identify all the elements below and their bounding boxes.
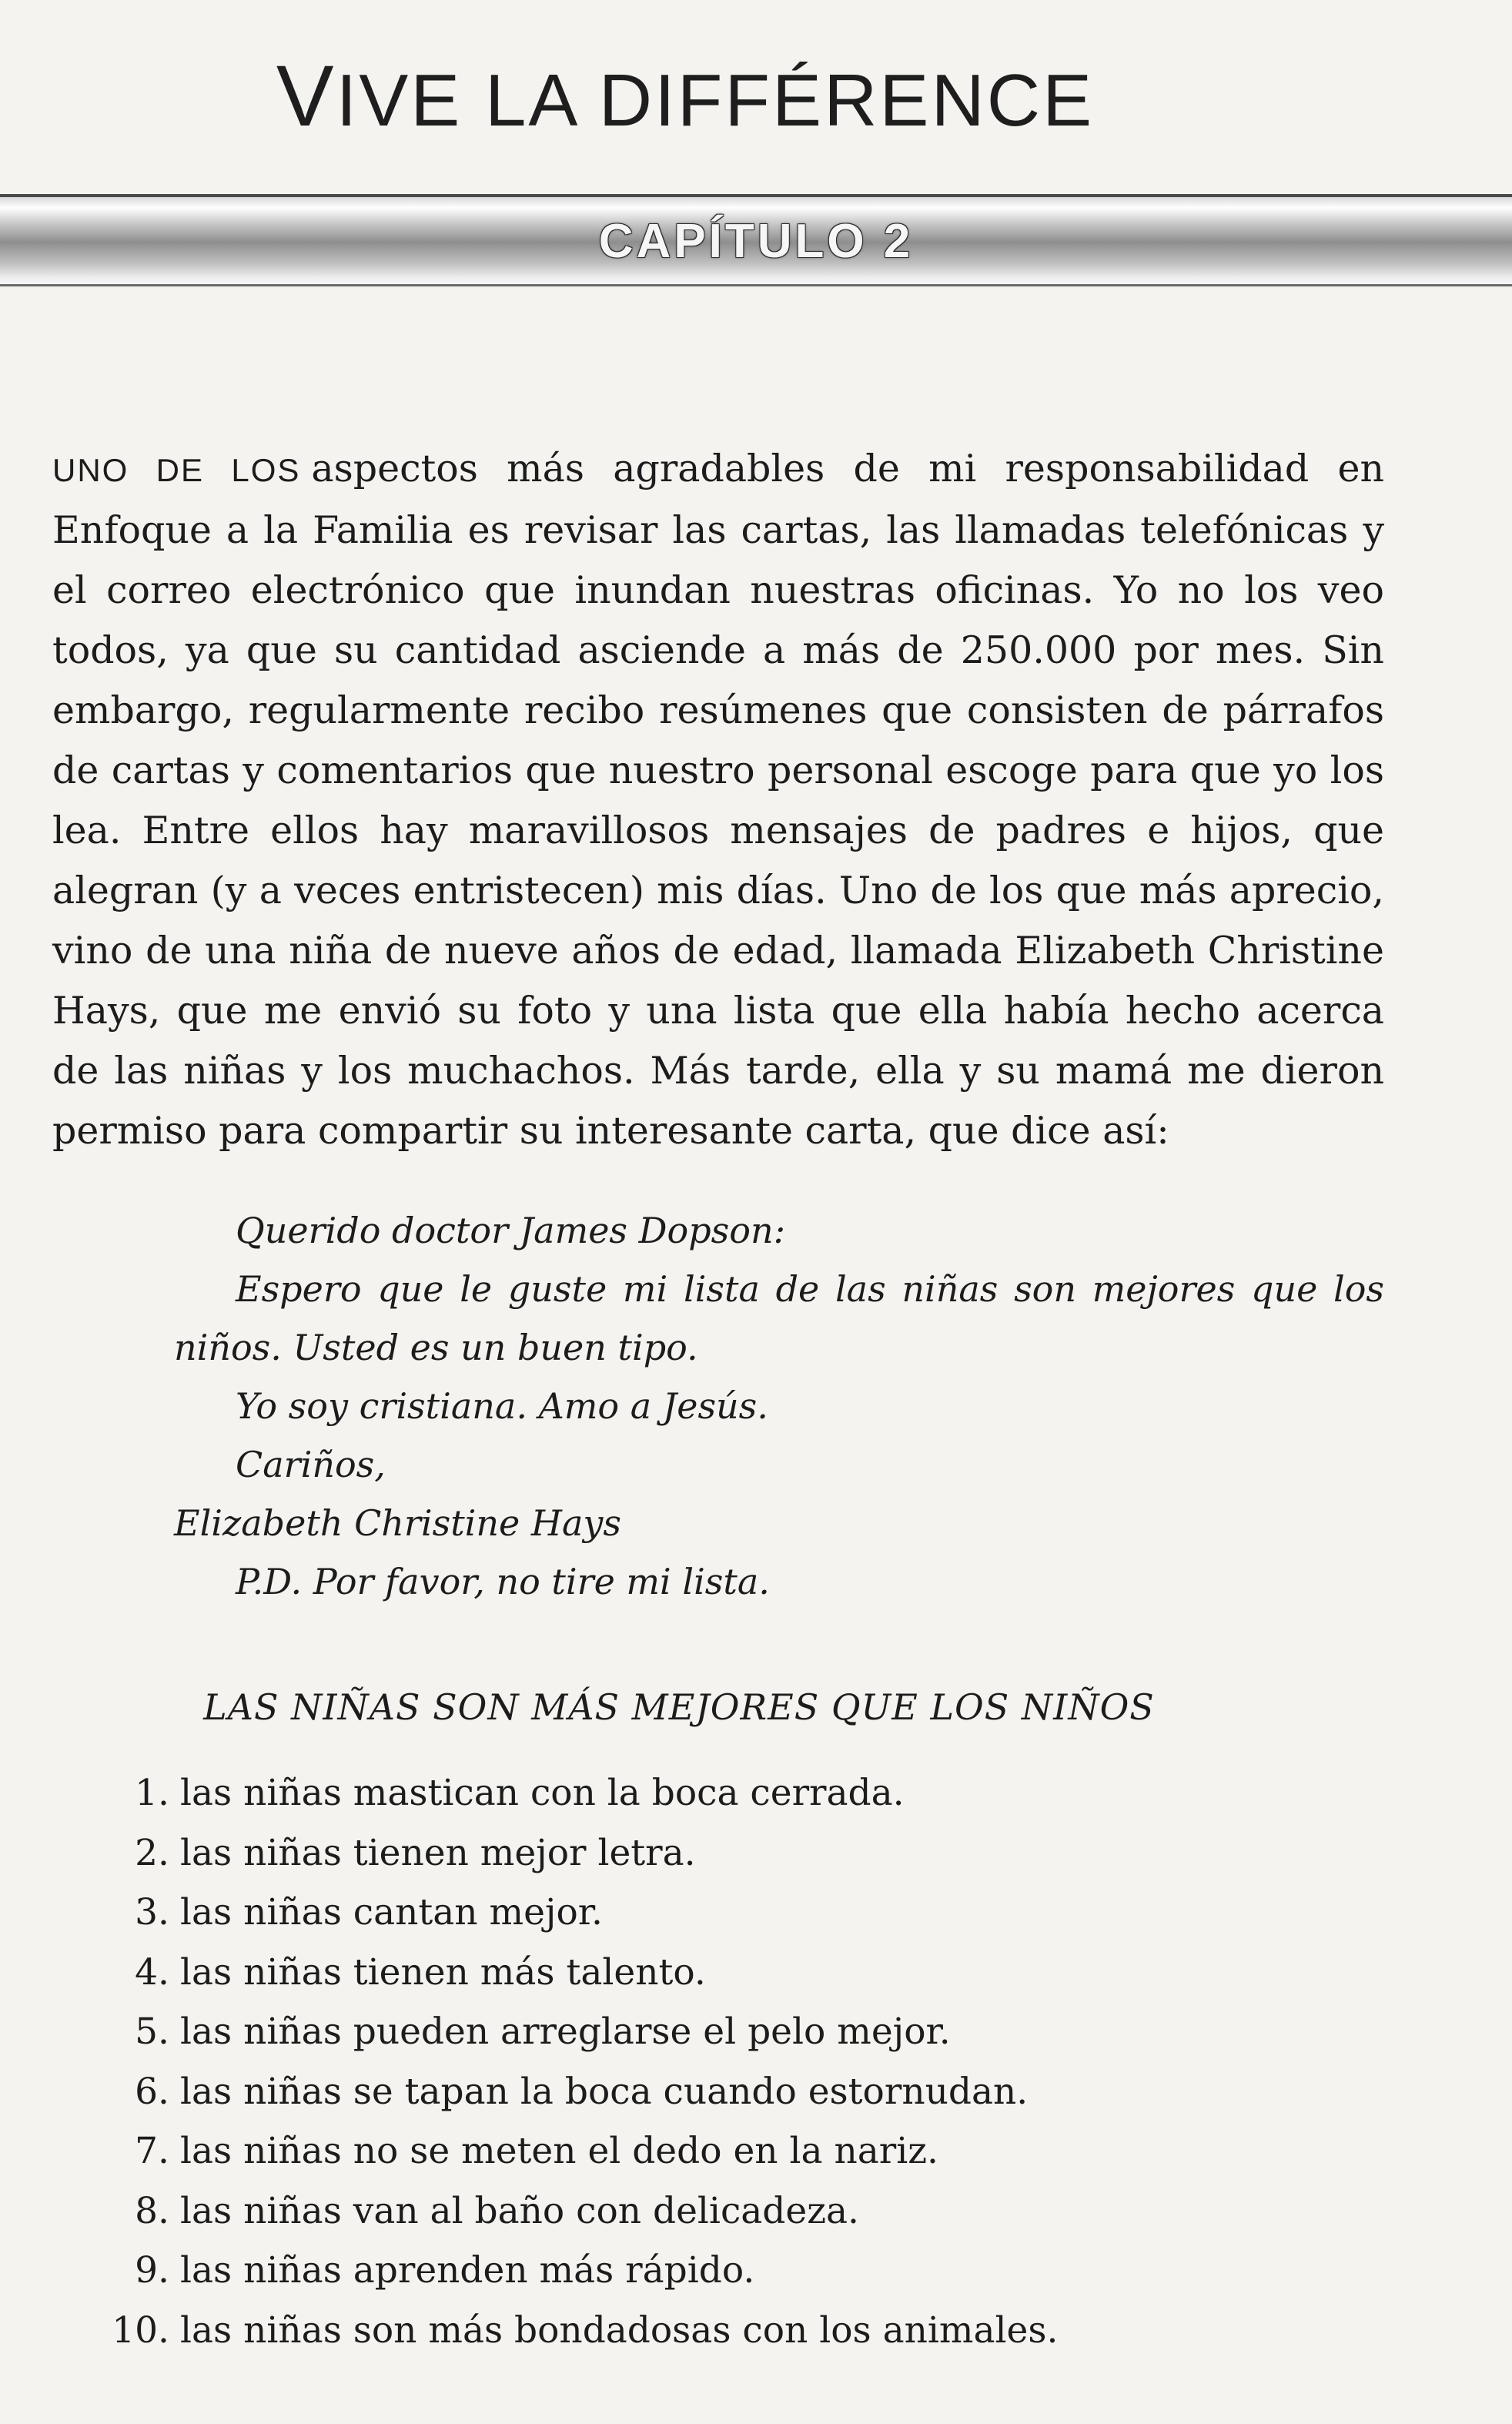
list-item-text: las niñas se tapan la boca cuando estornudan. (180, 2070, 1029, 2113)
list-item-text: las niñas van al baño con delicadeza. (180, 2189, 859, 2232)
list-item-number: 1. (135, 1772, 169, 1814)
title-rest: IVE LA DIFFÉRENCE (336, 59, 1095, 142)
lead-in-smallcaps: UNO DE LOS (52, 452, 301, 488)
list-item-text: las niñas tienen mejor letra. (180, 1831, 696, 1874)
list-item-text: las niñas pueden arreglarse el pelo mejor. (180, 2011, 951, 2053)
list-item (108, 2002, 1340, 2062)
letter-body: Espero que le guste mi lista de las niñas son mejores que los niños. Usted es un buen tipo. (174, 1268, 1384, 1368)
list-item-text: las niñas no se meten el dedo en la nariz. (180, 2130, 938, 2172)
list-item-number: 5. (135, 2011, 169, 2053)
list-item (108, 2301, 1340, 2361)
letter-salutation: Querido doctor James Dopson: (236, 1210, 786, 1251)
letter-line-faith: Yo soy cristiana. Amo a Jesús. (236, 1385, 768, 1427)
list-item-number: 9. (135, 2249, 169, 2292)
list-item-number: 10. (112, 2308, 169, 2352)
chapter-label: CAPÍTULO 2 (598, 215, 914, 268)
list-item-text: las niñas cantan mejor. (180, 1891, 603, 1934)
list-item-number: 2. (135, 1831, 169, 1874)
list-item (108, 2241, 1340, 2301)
list-item (108, 1943, 1340, 2003)
list-item-text: las niñas tienen más talento. (180, 1950, 706, 1994)
letter-signature: Elizabeth Christine Hays (174, 1502, 621, 1544)
list-item-number: 8. (135, 2189, 169, 2232)
list-heading: LAS NIÑAS SON MÁS MEJORES QUE LOS NIÑOS (203, 1686, 1155, 1728)
list-item (108, 2181, 1340, 2242)
paragraph-text: aspectos más agradables de mi responsabilidad en Enfoque a la Familia es revisar las cartas, las llamadas telefónicas y el correo electrónico que inundan nuestras oficinas. Yo no los veo todos, ya que su cantidad asciende a más de 250.000 por mes. Sin embargo, regularmente recibo resúmenes que consisten de párrafos de cartas y comentarios que nuestro personal escoge para que yo los lea. Entre ellos hay maravillosos mensajes de padres e hijos, que alegran (y a veces entristecen) mis días. Uno de los que más aprecio, vino de una niña de nueve años de edad, llamada Elizabeth Christine Hays, que me envió su foto y una lista que ella había hecho acerca de las niñas y los muchachos. Más tarde, ella y su mamá me dieron permiso para compartir su interesante carta, que dice así: (52, 447, 1384, 1153)
list-item (108, 1763, 1340, 1823)
letter-closing: Cariños, (236, 1444, 386, 1485)
intro-paragraph (52, 439, 1384, 1161)
numbered-list (108, 1763, 1340, 2360)
title-initial: V (276, 48, 336, 144)
quoted-letter (52, 1201, 1384, 1611)
list-item-number: 4. (135, 1950, 169, 1994)
letter-postscript: P.D. Por favor, no tire mi lista. (236, 1561, 770, 1602)
list-item-number: 7. (135, 2130, 169, 2172)
list-item-text: las niñas mastican con la boca cerrada. (180, 1772, 905, 1814)
list-item-number: 6. (135, 2070, 169, 2113)
list-item (108, 1823, 1340, 1883)
list-item (108, 2062, 1340, 2122)
list-item (108, 2121, 1340, 2181)
chapter-banner (0, 194, 1512, 286)
list-item (108, 1883, 1340, 1943)
page-title (0, 46, 1370, 146)
list-item-number: 3. (135, 1891, 169, 1934)
list-item-text: las niñas aprenden más rápido. (180, 2249, 755, 2292)
list-item-text: las niñas son más bondadosas con los animales. (180, 2308, 1059, 2352)
